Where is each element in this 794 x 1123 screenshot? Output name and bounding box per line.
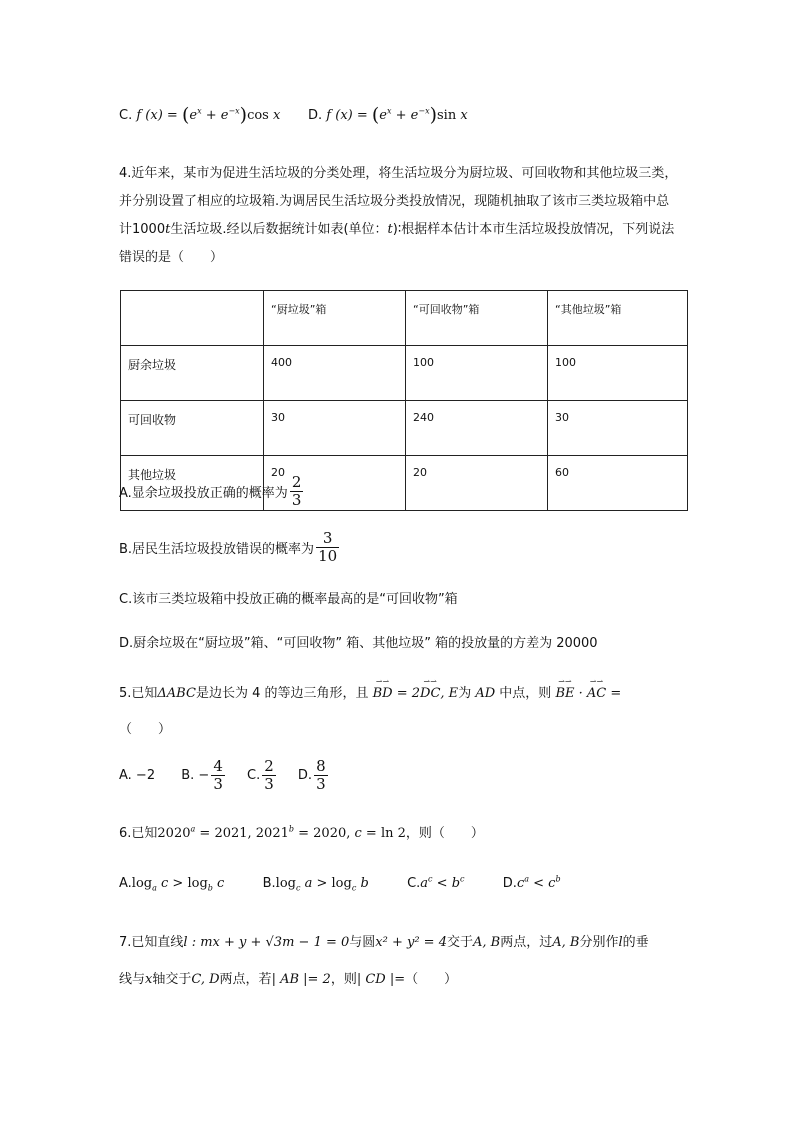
q5-stem: 5.已知ΔABC是边长为 4 的等边三角形，且 BD ⇀⇀ = 2DC ⇀⇀ , E为 AD 中点，则 BE ⇀⇀ · AC ⇀⇀ = [119, 677, 622, 701]
q4-option-c: C.该市三类垃圾箱中投放正确的概率最高的是“可回收物”箱 [119, 592, 458, 607]
table-cell: 其他垃圾 [121, 456, 264, 511]
q5-options: A. −2 B. − $\frac{4}{3}$ C. $\frac{2}{3}$ D. $\frac{8}{3}$ [119, 757, 326, 793]
table-cell: 240 [406, 401, 548, 456]
table-cell: 20 [264, 456, 406, 511]
q6-option-b-formula: $\log_c a > \log_c b$ [275, 876, 369, 893]
q5-dot-product: BE ⇀⇀ · AC ⇀⇀ = [555, 677, 622, 701]
table-cell: 400 [264, 346, 406, 401]
fraction: $\frac{2}{3}$ [291, 473, 302, 509]
table-cell: 100 [406, 346, 548, 401]
q6-option-a-formula: $\log_a c > \log_b c$ [131, 876, 225, 893]
q5-paren: （ ） [119, 722, 172, 737]
table-cell [121, 291, 264, 346]
q6-stem: 6.已知$2020^a = 2021$, $2021^b = 2020$, c = ln 2，则（ ） [119, 824, 484, 841]
table-cell: “可回收物”箱 [406, 291, 548, 346]
q3-option-c: C. f $(x) = (e^x + e^{-x})\cos$ x [119, 104, 281, 126]
q6-options: $A.\log_a$ $c > \log_b c$ $B.\log_c$ $a > \log_c b$ $C.a^c < b^c$ $D.c^a < c^b$ [119, 874, 561, 893]
q7-stem-line1: 7.已知直线l : mx + y + √3m − 1 = 0与圆x² + y² = 4交于A, B两点，过A, B分别作l的垂 [119, 935, 649, 950]
table-row [121, 401, 688, 456]
q4-option-a: A.显余垃圾投放正确的概率为 $\frac{2}{3}$ [119, 473, 302, 509]
q3-d-formula: f $(x) = (e^x + e^{-x})\sin$ x [326, 104, 468, 126]
q4-option-b: B.居民生活垃圾投放错误的概率为 $\frac{3}{10}$ [119, 529, 338, 565]
table-header-row [121, 291, 688, 346]
table-cell: 30 [264, 401, 406, 456]
q6-option-c-formula: $a^c < b^c$ [420, 874, 465, 891]
q5-segment-ad: AD [471, 686, 500, 701]
q3-c-formula: f $(x) = (e^x + e^{-x})\cos$ x [136, 104, 281, 126]
table-cell: “其他垃圾”箱 [548, 291, 688, 346]
table-cell: 60 [548, 456, 688, 511]
q5-vector-condition: BD ⇀⇀ = 2DC ⇀⇀ , E [372, 677, 459, 701]
fraction: $\frac{4}{3}$ [213, 757, 223, 793]
q6-option-d-formula: $c^a < c^b$ [516, 874, 561, 891]
q7-stem-line2: 线与x轴交于C, D两点，若| AB |= 2，则| CD |=（ ） [119, 972, 458, 987]
table-cell: 可回收物 [121, 401, 264, 456]
fraction: $\frac{8}{3}$ [316, 757, 326, 793]
q4-stem: 4.近年来，某市为促进生活垃圾的分类处理，将生活垃圾分为厨垃圾、可回收物和其他垃圾三类，并分别设置了相应的垃圾箱.为调居民生活垃圾分类投放情况，现随机抽取了该市三类垃圾箱中总计1000t生活垃圾.经以后数据统计如表(单位：t)∶根据样本估计本市生活垃圾投放情况，下列说法错误的是（ ） [119, 166, 678, 265]
table-cell: “厨垃圾”箱 [264, 291, 406, 346]
table-cell: 30 [548, 401, 688, 456]
q3-option-d: D. f $(x) = (e^x + e^{-x})\sin$ x [308, 104, 468, 126]
table-cell: 100 [548, 346, 688, 401]
table-cell: 20 [406, 456, 548, 511]
table-cell: 厨余垃圾 [121, 346, 264, 401]
table-row [121, 346, 688, 401]
q4-option-d: D.厨余垃圾在“厨垃圾”箱、“可回收物” 箱、其他垃圾” 箱的投放量的方差为 20000 [119, 636, 598, 651]
fraction: $\frac{2}{3}$ [264, 757, 274, 793]
fraction: $\frac{3}{10}$ [318, 529, 338, 565]
